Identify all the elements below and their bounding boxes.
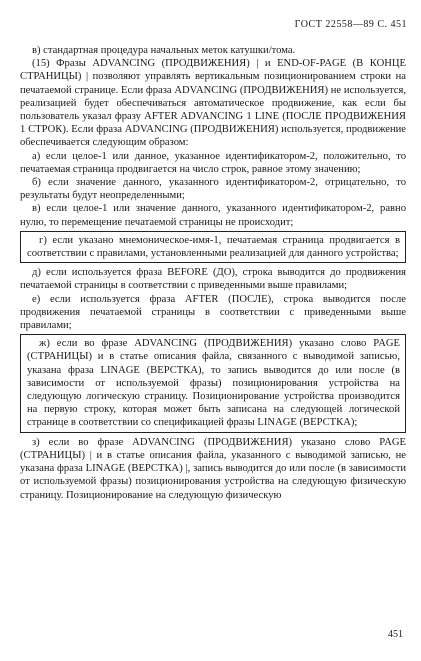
boxed-note: [20, 231, 406, 263]
paragraph: е) если используется фраза AFTER (ПОСЛЕ), строка выводится после продвижения печатаемой страницы в соответствии с приведенными выше правилами;: [20, 293, 406, 332]
paragraph: б) если значение данного, указанного идентификатором-2, отрицательно, то результаты будут неопределенными;: [20, 177, 406, 202]
page-header: ГОСТ 22558—89 С. 451: [294, 19, 407, 30]
page-body: [20, 44, 406, 502]
paragraph: в) стандартная процедура начальных меток катушки/тома.: [32, 45, 296, 56]
paragraph: (15) Фразы ADVANCING (ПРОДВИЖЕНИЯ) | и END-OF-PAGE (В КОНЦЕ СТРАНИЦЫ) | позволяют управлять вертикальным позиционированием строки на печатаемой странице. Если фраза ADVANCING (ПРОДВИЖЕНИЯ) не используется, реализацией будет обеспечиваться автоматическое продвижение, как если бы пользователь указал фразу AFTER ADVANCING 1 LINE (ПОСЛЕ ПРОДВИЖЕНИЯ 1 СТРОК). Если фраза ADVANCING (ПРОДВИЖЕНИЯ) используется, продвижение обеспечивается следующим образом:: [20, 58, 406, 149]
boxed-note: [20, 334, 406, 432]
page-number: 451: [388, 629, 403, 640]
paragraph: в) если целое-1 или значение данного, указанного идентификатором-2, равно нулю, то перемещение печатаемой страницы не происходит;: [20, 203, 406, 228]
paragraph: з) если во фразе ADVANCING (ПРОДВИЖЕНИЯ) указано слово PAGE (СТРАНИЦЫ) | и в статье описания файла, указанного с выводимой записью, не указана фраза LINAGE (ВЕРСТКА) |, запись выводится до или после (в зависимости от используемой фразы) позиционирования устройства на следующую физическую страницу. Позиционирование на следующую физическую: [20, 436, 406, 501]
boxed-paragraph: г) если указано мнемоническое-имя-1, печатаемая страница продвигается в соответствии с правилами, установленными реализацией для данного устройства;: [27, 234, 400, 260]
boxed-paragraph: ж) если во фразе ADVANCING (ПРОДВИЖЕНИЯ) указано слово PAGE (СТРАНИЦЫ) и в статье описания файла, связанного с выводимой записью, указана фраза LINAGE (ВЕРСТКА), то запись выводится до или после (в зависимости от используемой фразы) позиционирования устройства на следующую логическую страницу. Позиционирование устройства производится на первую строку, которая может быть записана на следующей логической странице в соответствии со спецификацией фразы LINAGE (ВЕРСТКА);: [27, 338, 400, 429]
paragraph: а) если целое-1 или данное, указанное идентификатором-2, положительно, то печатаемая страница продвигается на число строк, равное этому значению;: [20, 150, 406, 175]
paragraph: д) если используется фраза BEFORE (ДО), строка выводится до продвижения печатаемой страницы в соответствии с приведенными выше правилами;: [20, 267, 406, 292]
